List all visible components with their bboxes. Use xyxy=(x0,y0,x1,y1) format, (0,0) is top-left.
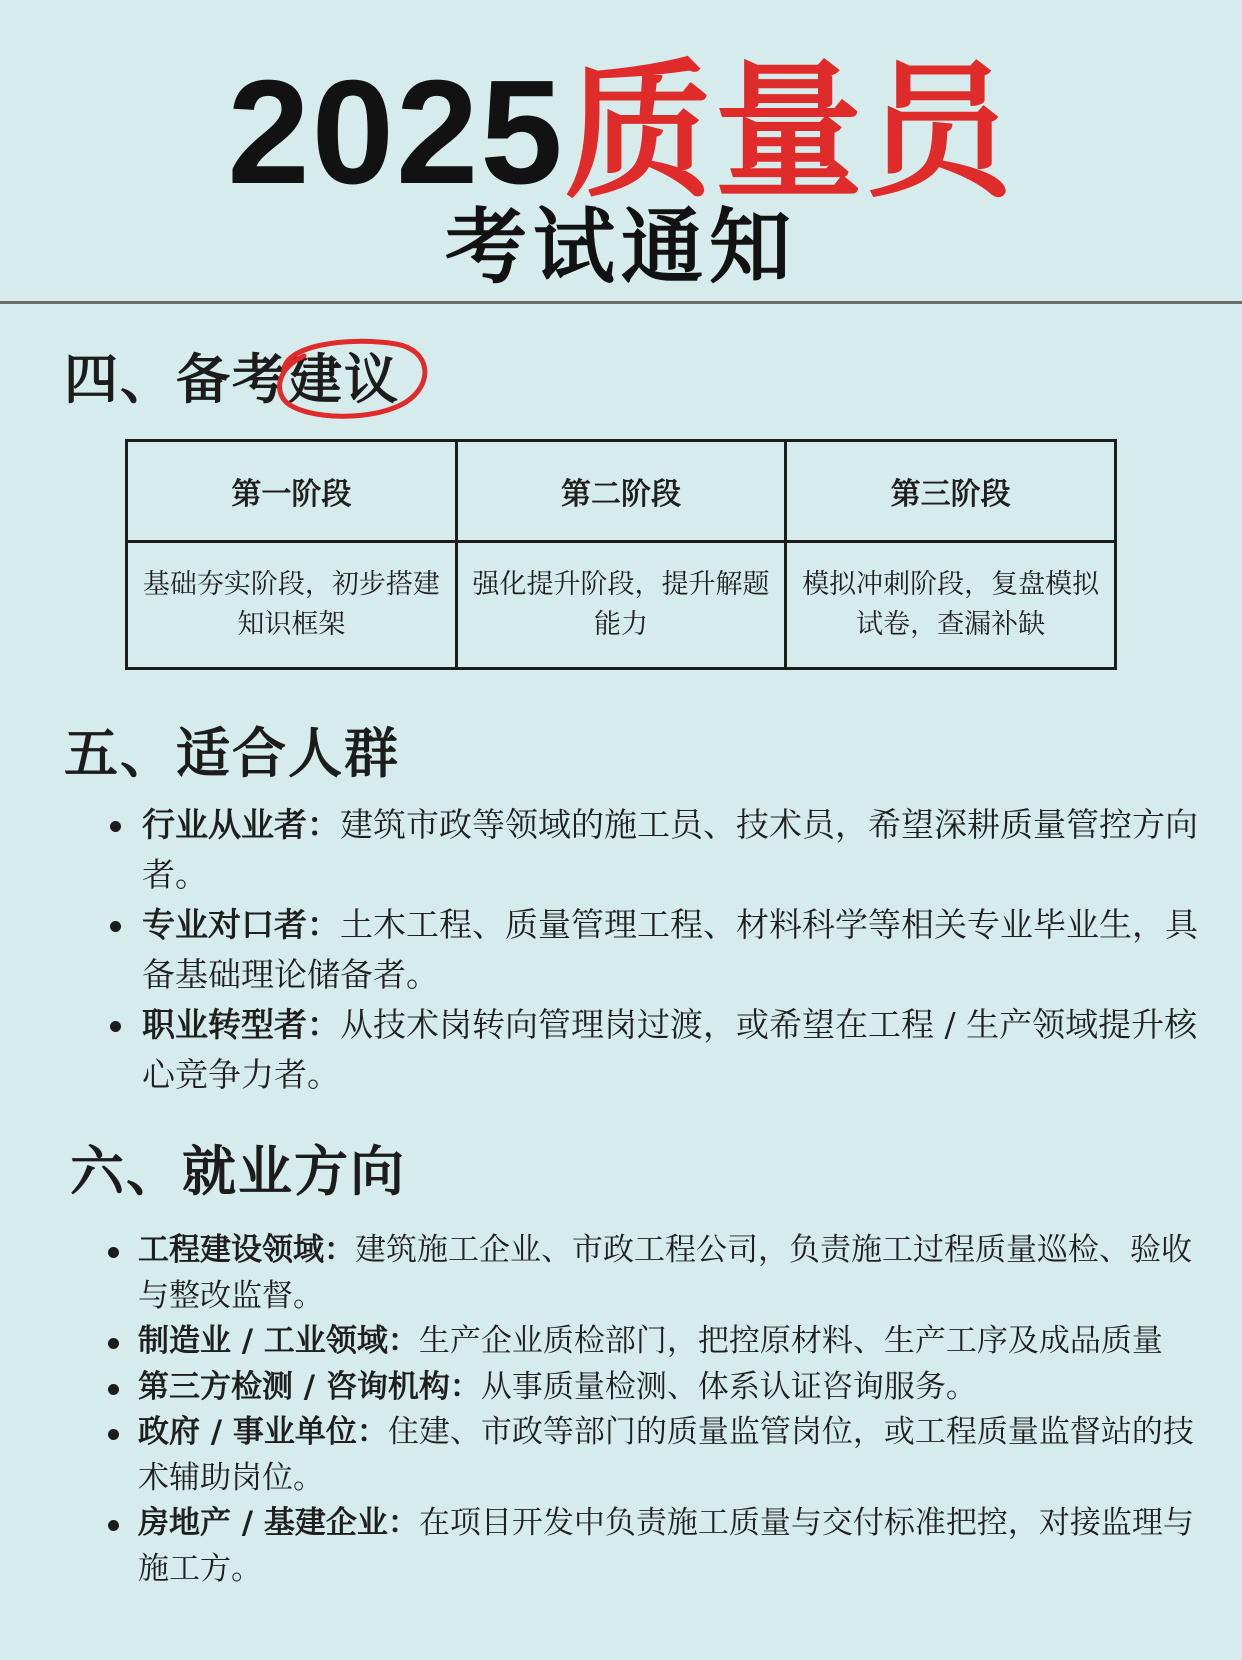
list-item xyxy=(138,1228,1208,1319)
header-divider xyxy=(0,301,1242,304)
list-item-label: 制造业 / 工业领域： xyxy=(138,1323,419,1359)
list-item-label: 工程建设领域： xyxy=(138,1232,355,1268)
stage-header-3: 第三阶段 xyxy=(786,441,1116,542)
bullet-icon xyxy=(108,1247,119,1258)
list-item-label: 职业转型者： xyxy=(142,1005,340,1044)
page-subtitle: 考试通知 xyxy=(444,200,797,295)
list-item xyxy=(138,1365,1208,1411)
bullet-icon xyxy=(110,821,121,832)
list-item-text: 建筑施工企业、市政工程公司，负责施工过程质量巡检、验收与整改监督。 xyxy=(138,1232,1192,1314)
stage-header-1: 第一阶段 xyxy=(127,441,457,542)
list-item-text: 在项目开发中负责施工质量与交付标准把控，对接监理与施工方。 xyxy=(138,1505,1194,1587)
list-item xyxy=(138,1319,1208,1365)
list-item xyxy=(142,1000,1202,1100)
list-item-label: 专业对口者： xyxy=(142,905,340,944)
list-item-text: 住建、市政等部门的质量监管岗位，或工程质量监督站的技术辅助岗位。 xyxy=(138,1414,1194,1496)
bullet-icon xyxy=(108,1429,119,1440)
bullet-icon xyxy=(108,1384,119,1395)
title-role: 质量员 xyxy=(564,46,1015,218)
bullet-icon xyxy=(108,1338,119,1349)
list-item xyxy=(142,900,1202,1000)
section-6-title: 六、就业方向 xyxy=(70,1139,406,1203)
bullet-icon xyxy=(108,1520,119,1531)
section-4-title-circled xyxy=(288,346,400,412)
list-item-text: 建筑市政等领域的施工员、技术员，希望深耕质量管控方向者。 xyxy=(142,805,1198,894)
header xyxy=(0,0,1242,300)
list-item-text: 从技术岗转向管理岗过渡，或希望在工程 / 生产领域提升核心竞争力者。 xyxy=(142,1005,1198,1094)
section-4-title-circled-text: 建议 xyxy=(288,347,400,411)
stage-cell-3: 模拟冲刺阶段，复盘模拟试卷，查漏补缺 xyxy=(786,542,1116,669)
bullet-icon xyxy=(110,1021,121,1032)
list-item xyxy=(142,800,1202,900)
title-year: 2025 xyxy=(227,50,565,215)
stage-table xyxy=(125,439,1117,670)
bullet-icon xyxy=(110,921,121,932)
section-5-title: 五、适合人群 xyxy=(64,721,400,785)
section-4-title-prefix: 四、备考 xyxy=(64,347,288,411)
stage-header-2: 第二阶段 xyxy=(456,441,786,542)
stage-cell-1: 基础夯实阶段，初步搭建知识框架 xyxy=(127,542,457,669)
list-item xyxy=(138,1410,1208,1501)
page-title xyxy=(0,46,1242,218)
stage-table-header-row xyxy=(127,441,1116,542)
section-4-title xyxy=(64,346,400,412)
list-item-label: 第三方检测 / 咨询机构： xyxy=(138,1368,481,1405)
employment-list xyxy=(138,1228,1208,1592)
list-item-label: 行业从业者： xyxy=(142,805,340,844)
audience-list xyxy=(142,800,1202,1100)
list-item-label: 政府 / 事业单位： xyxy=(138,1414,388,1450)
list-item-text: 生产企业质检部门，把控原材料、生产工序及成品质量 xyxy=(418,1323,1163,1359)
list-item-text: 土木工程、质量管理工程、材料科学等相关专业毕业生，具备基础理论储备者。 xyxy=(142,905,1198,994)
list-item xyxy=(138,1501,1208,1592)
list-item-text: 从事质量检测、体系认证咨询服务。 xyxy=(480,1368,977,1405)
stage-table-body-row xyxy=(127,542,1116,669)
list-item-label: 房地产 / 基建企业： xyxy=(138,1505,419,1541)
stage-cell-2: 强化提升阶段，提升解题能力 xyxy=(456,542,786,669)
